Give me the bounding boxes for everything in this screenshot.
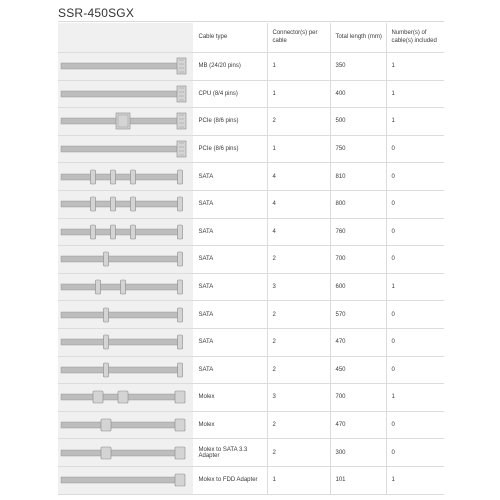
sata-cable-icon [58,191,193,217]
connectors-cell: 1 [267,80,330,108]
length-cell: 700 [330,384,386,412]
count-cell: 0 [386,218,444,246]
sata-cable-icon [58,219,193,245]
cable-type-cell: SATA [193,301,267,329]
page-title: SSR-450SGX [58,6,135,20]
cable-image-cell [58,301,193,329]
count-cell: 0 [386,411,444,439]
sata-cable-icon [58,164,193,190]
cable-type-cell: SATA [193,328,267,356]
table-row [58,218,444,246]
length-cell: 450 [330,356,386,384]
molex-fdd-adapter-icon [58,467,193,493]
count-cell: 1 [386,273,444,301]
table-row [58,163,444,191]
cable-type-cell: PCIe (8/6 pins) [193,108,267,136]
table-row [58,135,444,163]
cable-image-cell [58,356,193,384]
cable-image-cell [58,108,193,136]
count-cell: 0 [386,135,444,163]
cable-type-cell: Molex [193,411,267,439]
count-cell: 0 [386,439,444,467]
header-count: Number(s) of cable(s) included [386,23,444,53]
connectors-cell: 2 [267,328,330,356]
connectors-cell: 2 [267,356,330,384]
table-row [58,466,444,494]
table-row [58,328,444,356]
length-cell: 101 [330,466,386,494]
cable-image-cell [58,135,193,163]
cpu-cable-icon [58,81,193,107]
sata-cable-icon [58,246,193,272]
count-cell: 1 [386,108,444,136]
table-row [58,301,444,329]
length-cell: 350 [330,53,386,81]
table-row [58,53,444,81]
count-cell: 1 [386,384,444,412]
length-cell: 700 [330,246,386,274]
length-cell: 800 [330,190,386,218]
cable-type-cell: SATA [193,356,267,384]
cable-image-cell [58,218,193,246]
cable-type-cell: Molex [193,384,267,412]
count-cell: 0 [386,301,444,329]
count-cell: 0 [386,328,444,356]
connectors-cell: 2 [267,108,330,136]
connectors-cell: 2 [267,301,330,329]
sata-cable-icon [58,357,193,383]
cable-type-cell: SATA [193,273,267,301]
connectors-cell: 1 [267,135,330,163]
table-row [58,439,444,467]
cable-image-cell [58,190,193,218]
molex-cable-icon [58,412,193,438]
connectors-cell: 4 [267,190,330,218]
cable-type-cell: Molex to FDD Adapter [193,466,267,494]
count-cell: 0 [386,163,444,191]
table-row [58,246,444,274]
cable-type-cell: Molex to SATA 3.3 Adapter [193,439,267,467]
cable-type-cell: PCIe (8/6 pins) [193,135,267,163]
length-cell: 750 [330,135,386,163]
title-divider [58,21,444,22]
table-row [58,108,444,136]
cable-type-cell: SATA [193,246,267,274]
cable-image-cell [58,53,193,81]
header-length: Total length (mm) [330,23,386,53]
connectors-cell: 2 [267,439,330,467]
table-row [58,356,444,384]
connectors-cell: 1 [267,53,330,81]
count-cell: 0 [386,190,444,218]
length-cell: 400 [330,80,386,108]
cable-type-cell: SATA [193,218,267,246]
length-cell: 300 [330,439,386,467]
cable-image-cell [58,411,193,439]
cable-type-cell: MB (24/20 pins) [193,53,267,81]
table-row [58,190,444,218]
connectors-cell: 2 [267,246,330,274]
pcie-cable-icon [58,136,193,162]
sata-cable-icon [58,329,193,355]
cable-type-cell: CPU (8/4 pins) [193,80,267,108]
table-row [58,384,444,412]
cable-image-cell [58,466,193,494]
count-cell: 1 [386,80,444,108]
cable-image-cell [58,384,193,412]
connectors-cell: 4 [267,218,330,246]
length-cell: 760 [330,218,386,246]
cable-image-cell [58,439,193,467]
cable-image-cell [58,163,193,191]
header-connectors: Connector(s) per cable [267,23,330,53]
connectors-cell: 3 [267,384,330,412]
cable-image-cell [58,80,193,108]
cable-image-cell [58,273,193,301]
length-cell: 500 [330,108,386,136]
connectors-cell: 4 [267,163,330,191]
cable-type-cell: SATA [193,163,267,191]
table-row [58,80,444,108]
header-image-cell [58,23,193,53]
cable-image-cell [58,246,193,274]
molex-cable-icon [58,384,193,410]
header-cable-type: Cable type [193,23,267,53]
table-row [58,273,444,301]
cable-type-cell: SATA [193,190,267,218]
pcie-dual-cable-icon [58,108,193,134]
cable-image-cell [58,328,193,356]
connectors-cell: 1 [267,466,330,494]
count-cell: 1 [386,53,444,81]
sata-cable-icon [58,274,193,300]
count-cell: 0 [386,356,444,384]
molex-sata-adapter-icon [58,440,193,466]
cable-spec-table [58,23,444,495]
connectors-cell: 3 [267,273,330,301]
length-cell: 570 [330,301,386,329]
length-cell: 600 [330,273,386,301]
length-cell: 470 [330,328,386,356]
sata-cable-icon [58,302,193,328]
count-cell: 0 [386,246,444,274]
length-cell: 810 [330,163,386,191]
mb-cable-icon [58,53,193,79]
length-cell: 470 [330,411,386,439]
table-row [58,411,444,439]
table-header-row [58,23,444,53]
count-cell: 1 [386,466,444,494]
connectors-cell: 2 [267,411,330,439]
